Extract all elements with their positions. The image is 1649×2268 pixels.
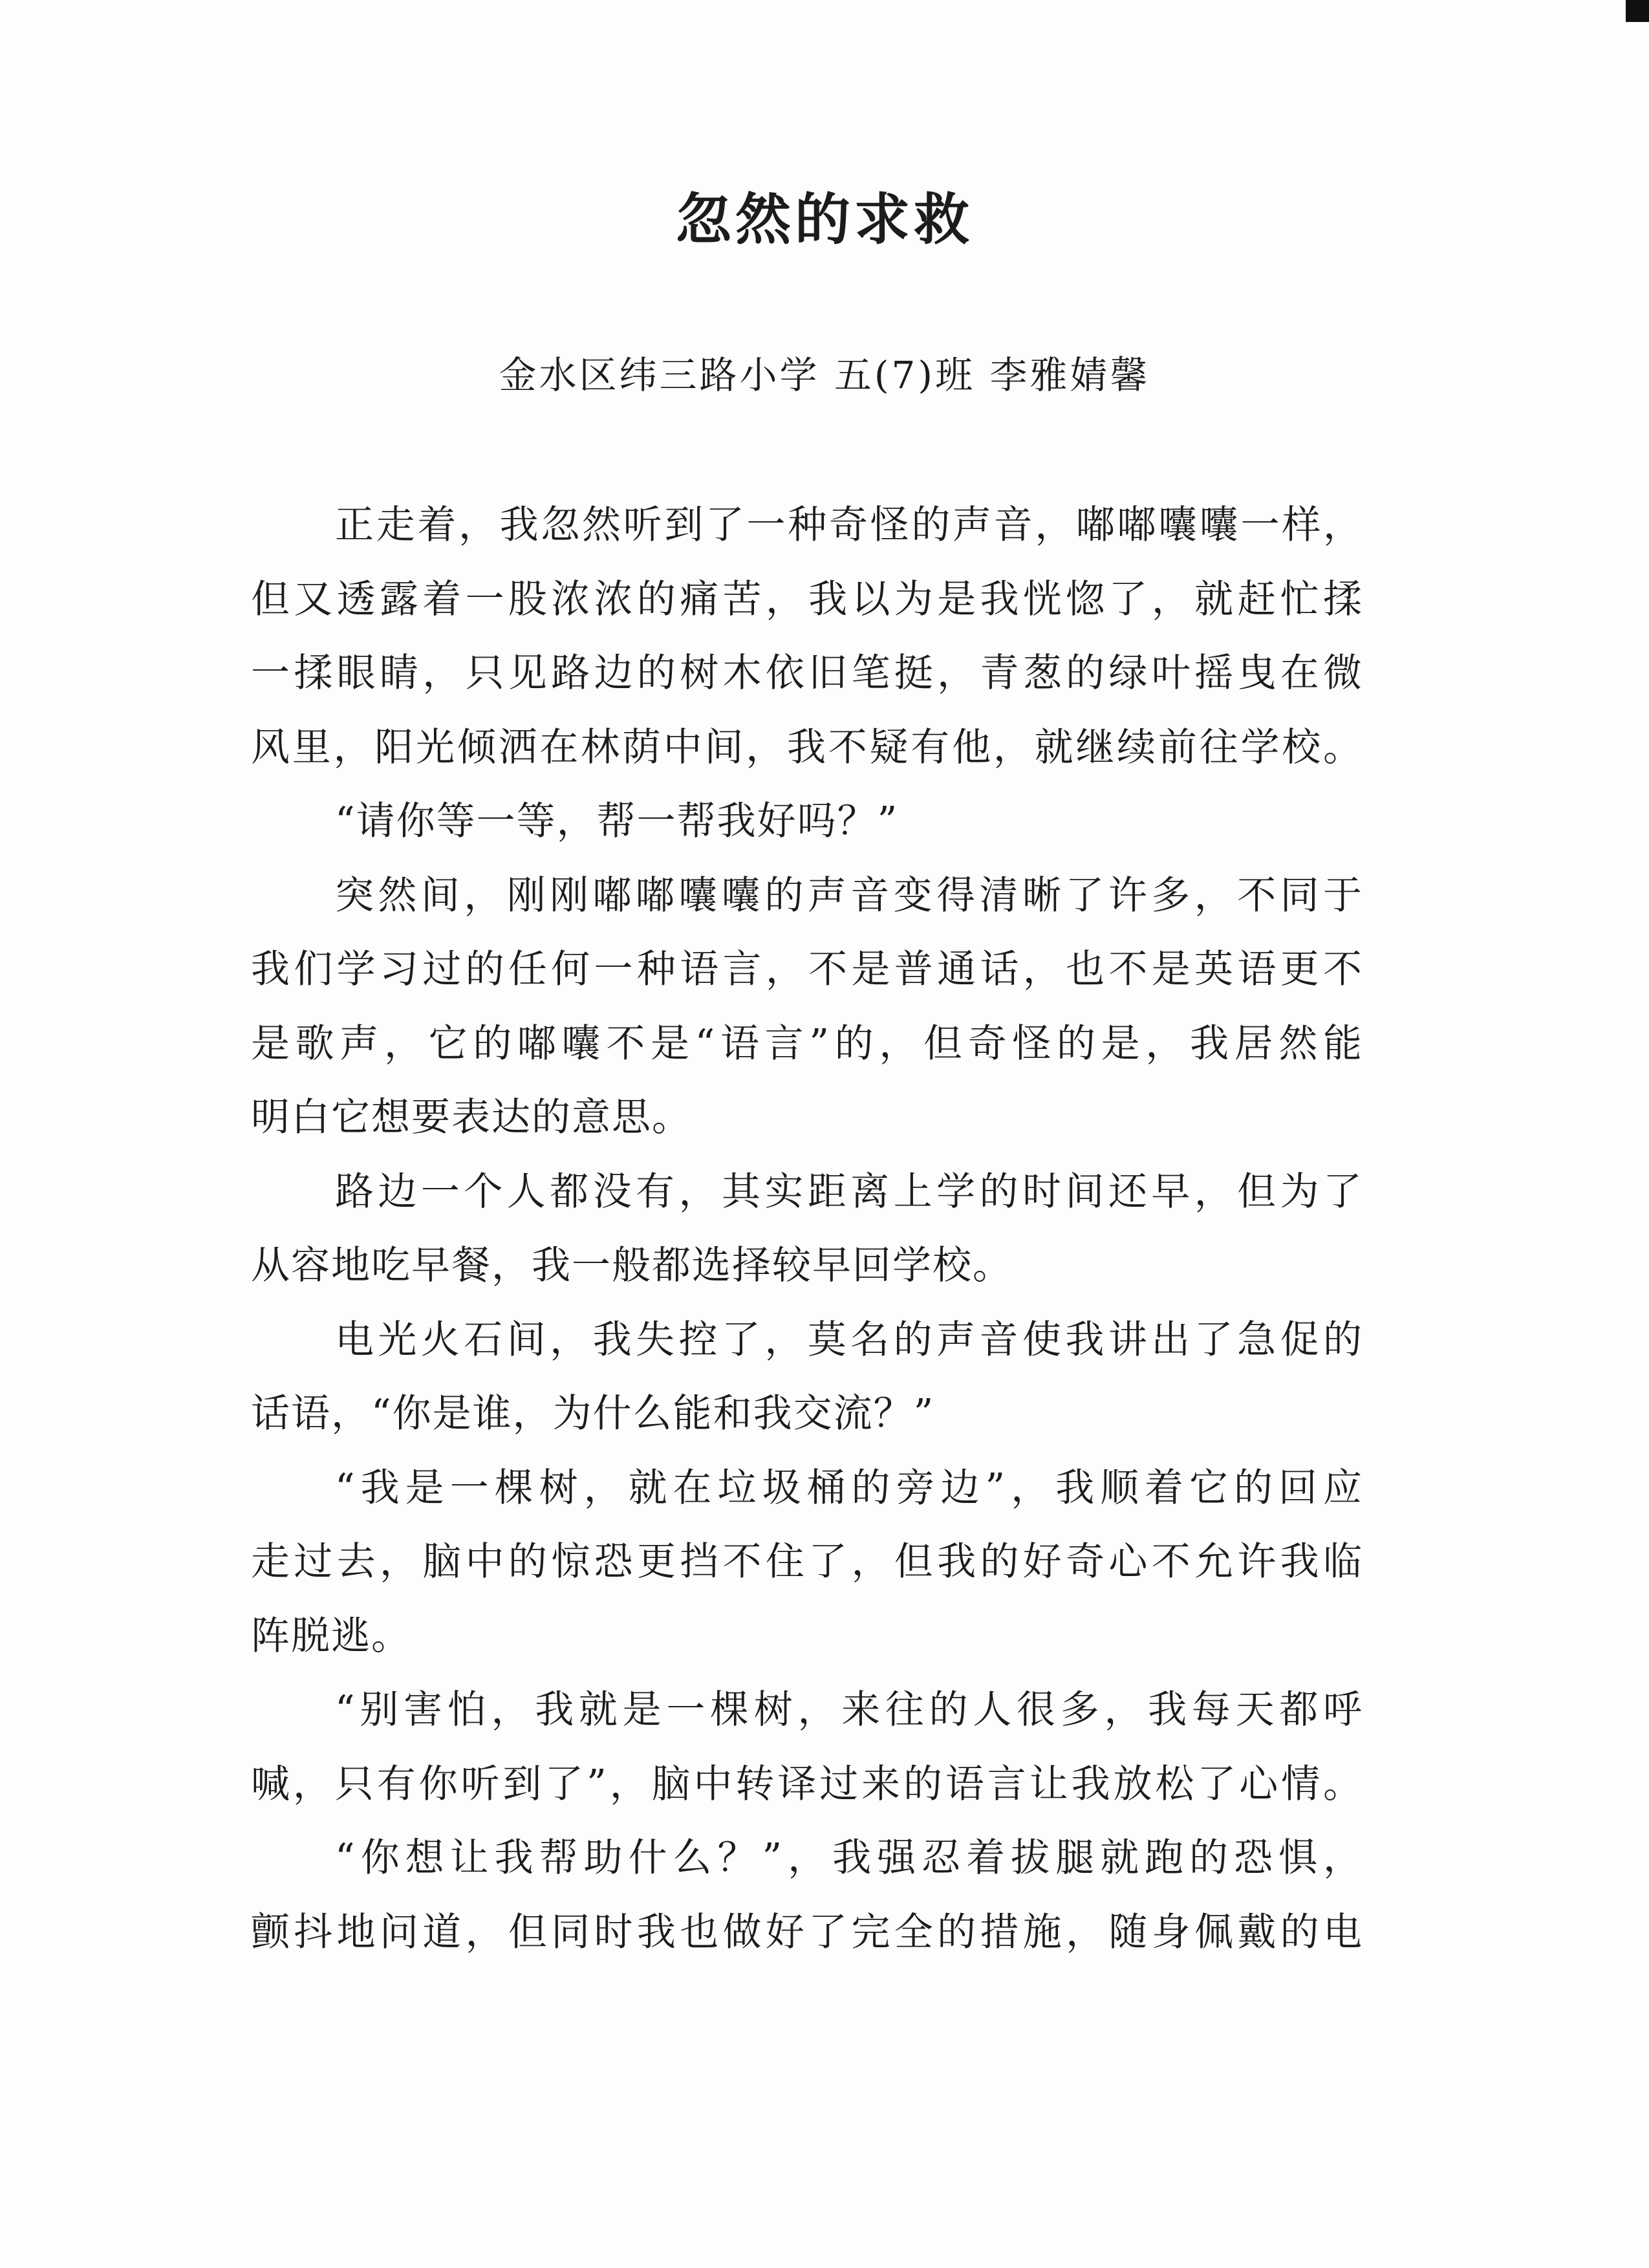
text-line: 明白它想要表达的意思。 — [251, 1095, 692, 1140]
text-line: 正走着，我忽然听到了一种奇怪的声音，嘟嘟囔囔一样， — [335, 502, 1363, 548]
text-line: 阵脱逃。 — [251, 1613, 411, 1659]
text-line: “请你等一等，帮一帮我好吗？” — [335, 799, 899, 844]
text-line: 突然间，刚刚嘟嘟囔囔的声音变得清晰了许多，不同于 — [335, 872, 1363, 918]
essay-title: 忽然的求救 — [676, 188, 973, 252]
text-line: 我们学习过的任何一种语言，不是普通话，也不是英语更不 — [251, 947, 1363, 992]
text-line: 但又透露着一股浓浓的痛苦，我以为是我恍惚了，就赶忙揉 — [251, 576, 1363, 622]
text-line: 话语，“你是谁，为什么能和我交流？” — [251, 1391, 935, 1436]
text-line: 电光火石间，我失控了，莫名的声音使我讲出了急促的 — [335, 1317, 1363, 1363]
text-line: 走过去，脑中的惊恐更挡不住了，但我的好奇心不允许我临 — [251, 1539, 1363, 1584]
text-line: 颤抖地问道，但同时我也做好了完全的措施，随身佩戴的电 — [251, 1909, 1363, 1955]
text-line: 喊，只有你听到了”，脑中转译过来的语言让我放松了心情。 — [251, 1761, 1363, 1807]
author-byline: 金水区纬三路小学 五(7)班 李雅婧馨 — [499, 353, 1150, 397]
text-line: 是歌声，它的嘟囔不是“语言”的，但奇怪的是，我居然能 — [251, 1021, 1363, 1066]
essay-body — [251, 488, 1363, 1969]
text-line: 风里，阳光倾洒在林荫中间，我不疑有他，就继续前往学校。 — [251, 724, 1363, 770]
text-line: 一揉眼睛，只见路边的树木依旧笔挺，青葱的绿叶摇曳在微 — [251, 651, 1363, 696]
scan-edge-mark — [1626, 0, 1649, 22]
text-line: “你想让我帮助什么？”，我强忍着拔腿就跑的恐惧， — [335, 1835, 1363, 1881]
text-line: “我是一棵树，就在垃圾桶的旁边”，我顺着它的回应 — [335, 1465, 1363, 1511]
text-line: “别害怕，我就是一棵树，来往的人很多，我每天都呼 — [335, 1687, 1363, 1733]
text-line: 从容地吃早餐，我一般都选择较早回学校。 — [251, 1243, 1013, 1288]
text-line: 路边一个人都没有，其实距离上学的时间还早，但为了 — [335, 1169, 1363, 1215]
